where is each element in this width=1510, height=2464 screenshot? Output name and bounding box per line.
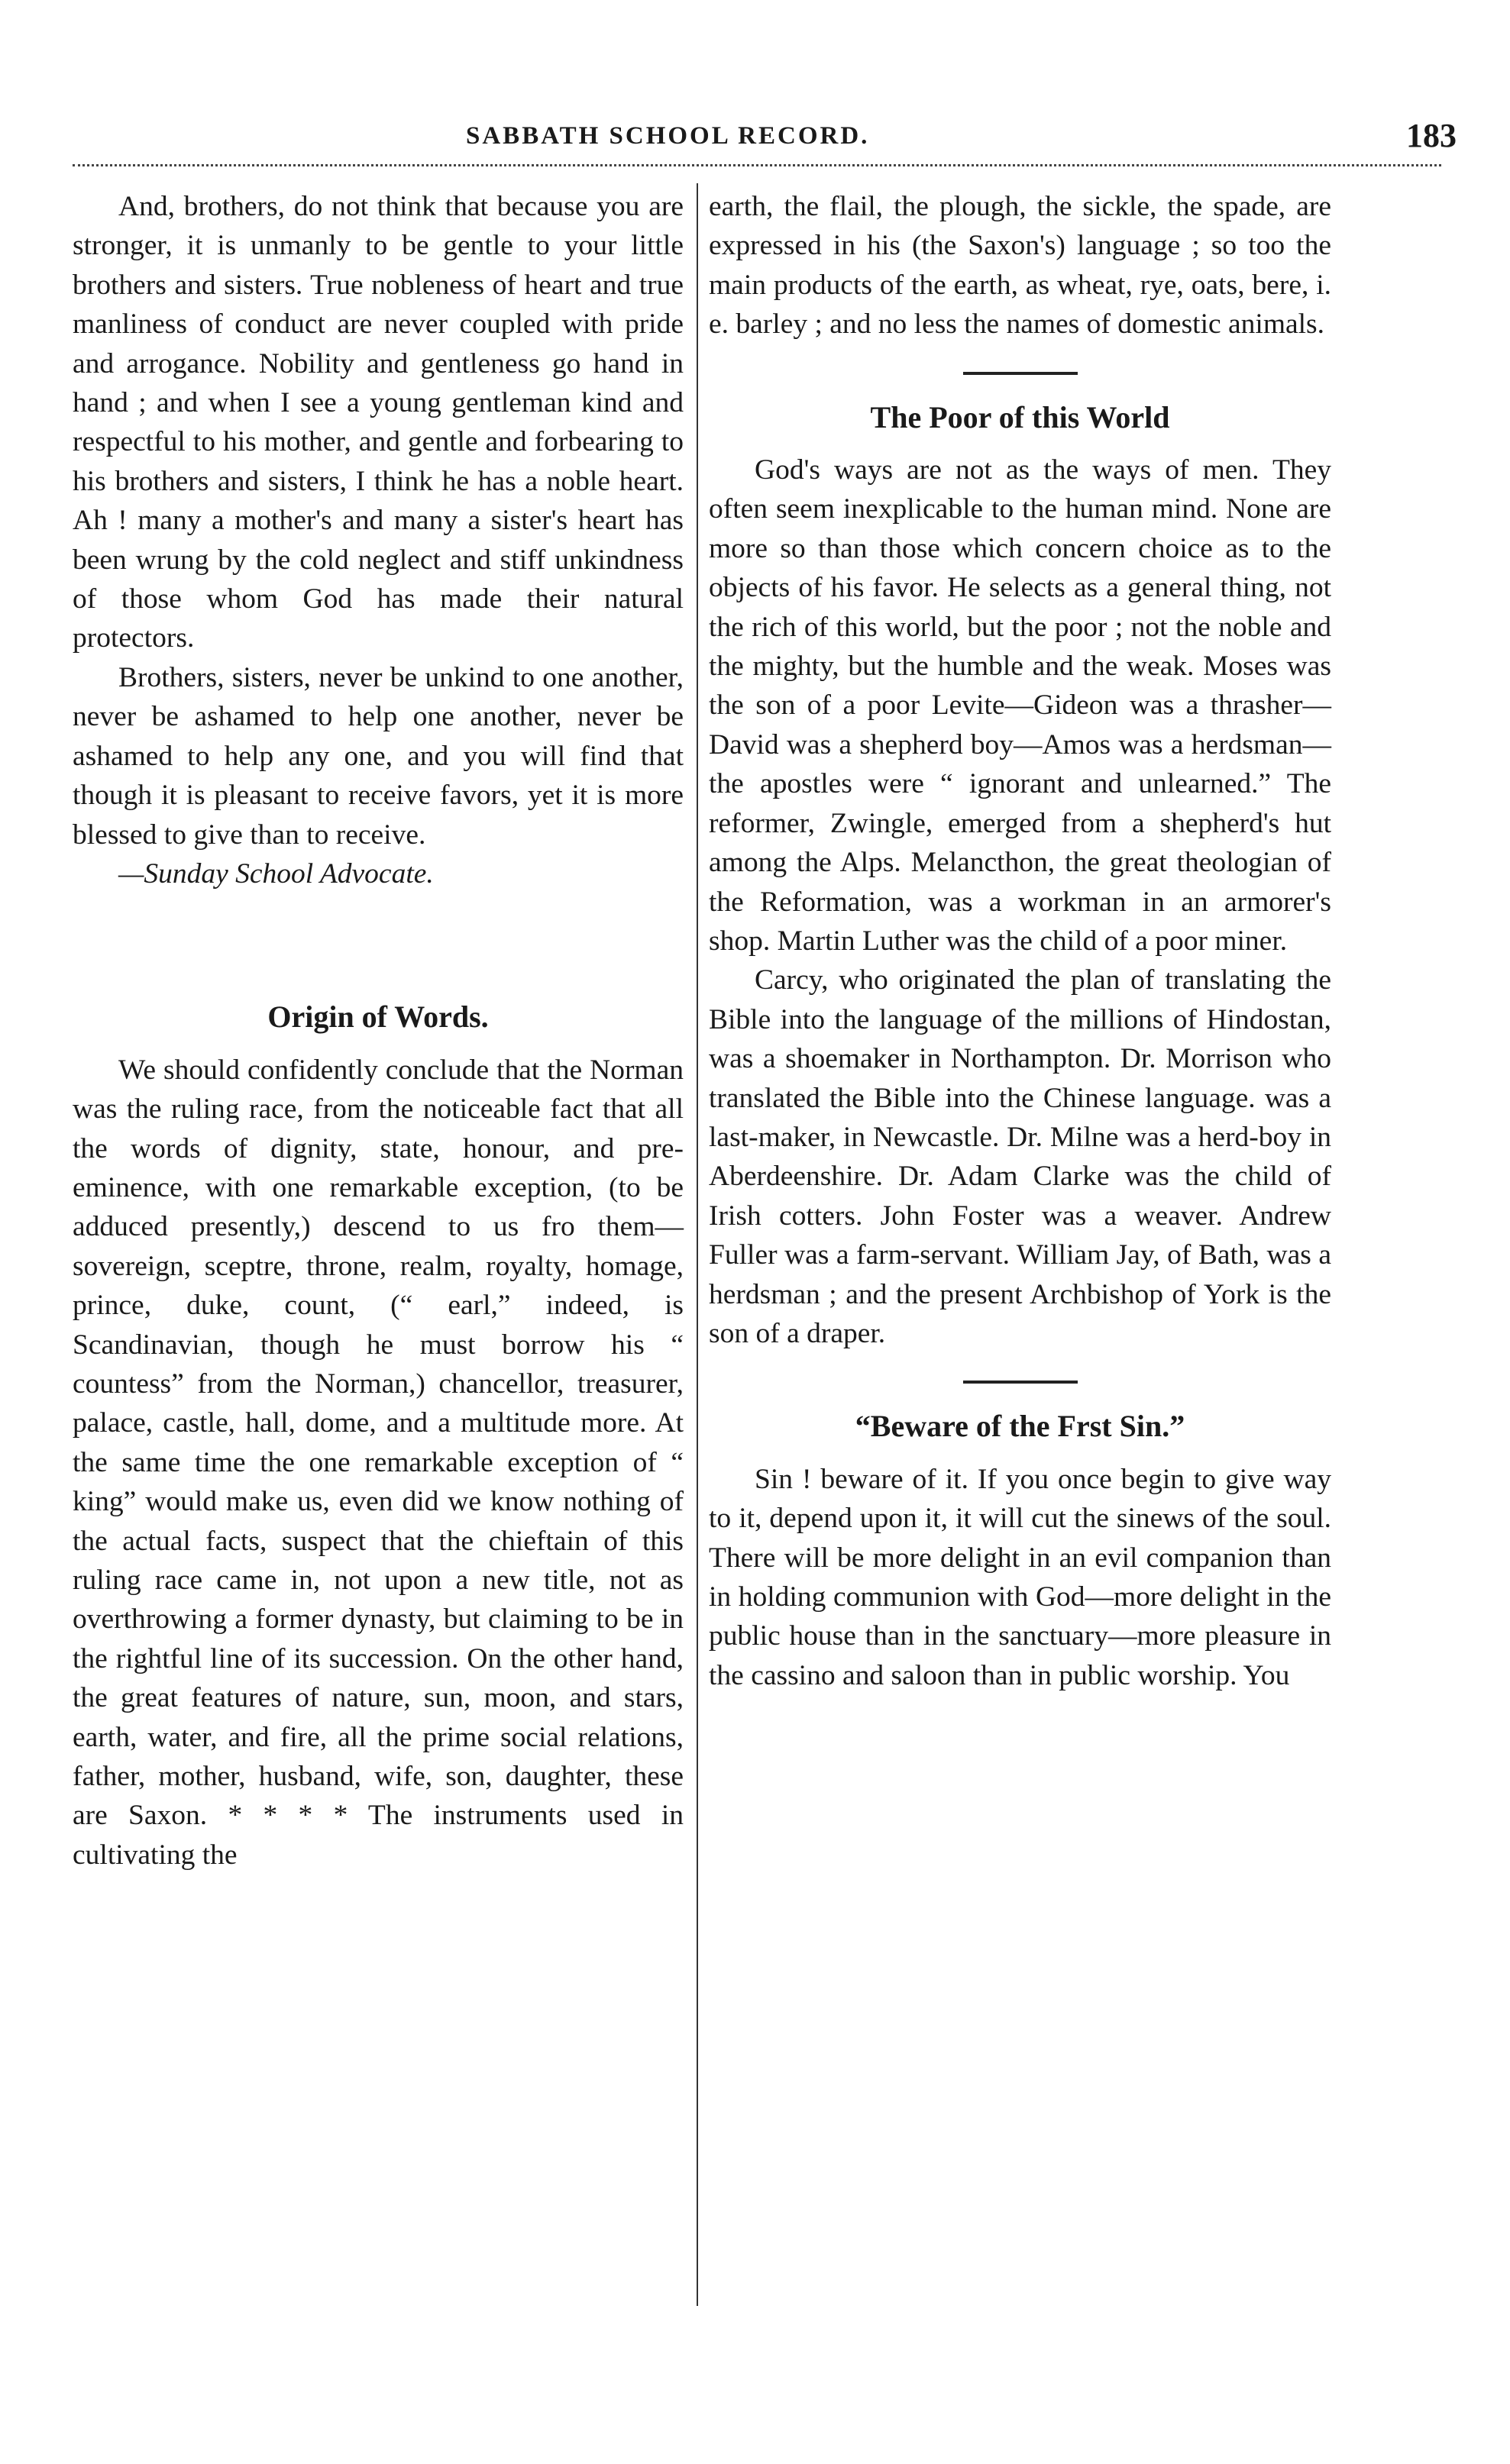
origin-of-words-paragraph: We should confidently conclude that the Norman was the ruling race, from the noticeable fact that all the words of dignity, state, honour, and pre-eminence, with one remarkable exception, (to be adduced presently,) descend to us fro them—sovereign, sceptre, throne, realm, royalty, homage, prince, duke, count, (“ earl,” indeed, is Scandinavian, though he must borrow his “ countess” from the Norman,) chancellor, treasurer, palace, castle, hall, dome, and a multitude more. At the same time the one remarkable exception of “ king” would make us, even did we know nothing of the actual facts, suspect that the chieftain of this ruling race came in, not upon a new title, not as overthrowing a former dynasty, but claiming to be in the rightful line of its succession. On the other hand, the great features of nature, sun, moon, and stars, earth, water, and fire, all the prime social relations, father, mother, husband, wife, son, daughter, these are Saxon. * * * * The instruments used in cultivating the [73,1054,684,1871]
running-title: SABBATH SCHOOL RECORD. [466,122,870,150]
heading-origin-of-words: Origin of Words. [267,999,489,1035]
section-divider [963,1381,1078,1384]
left-column [73,187,684,1875]
gods-ways-paragraph: God's ways are not as the ways of men. They often seem inexplicable to the human mind. None are more so than those which concern choice as to the objects of his favor. He selects as a general thing, not the rich of this world, but the poor ; not the noble and the mighty, but the humble and the weak. Moses was the son of a poor Levite—Gideon was a thrasher—David was a shepherd boy—Amos was a herdsman—the apostles were “ ignorant and unlearned.” The reformer, Zwingle, emerged from a shepherd's hut among the Alps. Melancthon, the great theologian of the Reformation, was a workman in an armorer's shop. Martin Luther was the child of a poor miner. [709,454,1331,957]
right-column [709,187,1331,1695]
brothers-sisters-paragraph: Brothers, sisters, never be unkind to one another, never be ashamed to help one another, never be ashamed to help any one, and you will find that though it is pleasant to receive favors, yet it is more blessed to give than to receive. [73,661,684,851]
continued-paragraph: earth, the flail, the plough, the sickle, the spade, are expressed in his (the Saxon's) language ; so too the main products of the earth, as wheat, rye, oats, bere, i. e. barley ; and no less the names of domestic animals. [709,191,1331,341]
page-number: 183 [1406,117,1457,154]
column-rule [697,183,698,2306]
heading-beware-first-sin: “Beware of the Frst Sin.” [855,1409,1185,1444]
header-rule [73,164,1441,166]
spacer [73,893,684,977]
heading-poor-of-this-world: The Poor of this World [870,399,1170,434]
carey-paragraph: Carcy, who originated the plan of translating the Bible into the language of the millions of Hindostan, was a shoemaker in Northampton. Dr. Morrison who translated the Bible into the Chinese language. was a last-maker, in Newcastle. Dr. Milne was a herd-boy in Aberdeenshire. Dr. Adam Clarke was the child of Irish cotters. John Foster was a weaver. Andrew Fuller was a farm-servant. William Jay, of Bath, was a herdsman ; and the present Archbishop of York is the son of a draper. [709,964,1331,1349]
attribution: —Sunday School Advocate. [118,857,434,890]
running-head [69,117,1479,168]
sin-paragraph: Sin ! beware of it. If you once begin to give way to it, depend upon it, it will cut the sinews of the soul. There will be more delight in an evil companion than in holding communion with God—more delight in the public house than in the sanctuary—more pleasure in the cassino and saloon than in public worship. You [709,1463,1331,1691]
brothers-paragraph: And, brothers, do not think that because you are stronger, it is unmanly to be gentle to your little brothers and sisters. True nobleness of heart and true manliness of conduct are never coupled with pride and arrogance. Nobility and gentleness go hand in hand ; and when I see a young gentleman kind and respectful to his mother, and gentle and forbearing to his brothers and sisters, I think he has a noble heart. Ah ! many a mother's and many a sister's heart has been wrung by the cold neglect and stiff unkindness of those whom God has made their natural protectors. [73,191,684,654]
section-divider [963,372,1078,375]
